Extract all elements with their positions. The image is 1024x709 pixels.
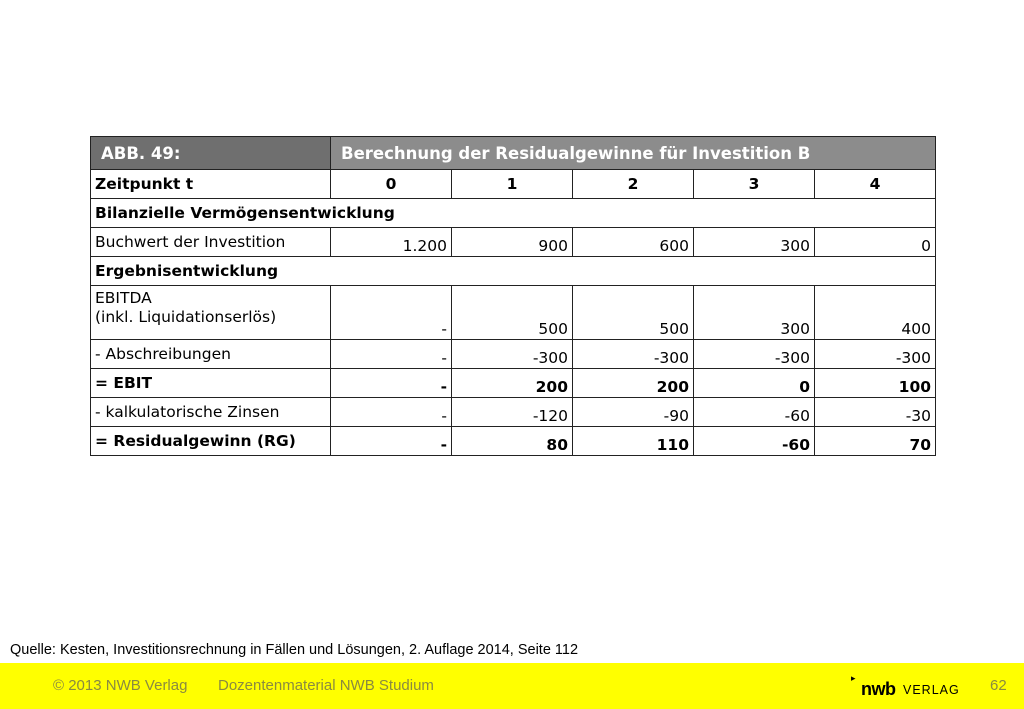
cell-value: -30 xyxy=(815,398,936,427)
page-number: 62 xyxy=(990,677,1007,694)
section-row-result xyxy=(91,257,936,286)
row-label: = EBIT xyxy=(91,369,331,398)
period-0: 0 xyxy=(331,170,452,199)
cell-value: 300 xyxy=(694,286,815,340)
footer-course: Dozentenmaterial NWB Studium xyxy=(218,677,434,694)
cell-value: - xyxy=(331,369,452,398)
source-citation: Quelle: Kesten, Investitionsrechnung in Fällen und Lösungen, 2. Auflage 2014, Seite 112 xyxy=(10,642,579,658)
cell-value: -90 xyxy=(573,398,694,427)
cell-value: - xyxy=(331,286,452,340)
cell-value: 400 xyxy=(815,286,936,340)
period-2: 2 xyxy=(573,170,694,199)
table-row-buchwert xyxy=(91,228,936,257)
footer-copyright: © 2013 NWB Verlag xyxy=(53,677,188,694)
cell-value: -300 xyxy=(452,340,573,369)
cell-value: 500 xyxy=(573,286,694,340)
cell-value: - xyxy=(331,340,452,369)
cell-value: 110 xyxy=(573,427,694,456)
logo-arrow-icon: ▸ xyxy=(851,673,856,683)
period-header-row xyxy=(91,170,936,199)
section-row-balance xyxy=(91,199,936,228)
cell-value: - xyxy=(331,427,452,456)
cell-value: 200 xyxy=(452,369,573,398)
row-label: - Abschreibungen xyxy=(91,340,331,369)
cell-value: 100 xyxy=(815,369,936,398)
period-1: 1 xyxy=(452,170,573,199)
residual-profit-table xyxy=(90,136,936,456)
period-header-label: Zeitpunkt t xyxy=(91,170,331,199)
cell-value: - xyxy=(331,398,452,427)
section-result-label: Ergebnisentwicklung xyxy=(91,257,936,286)
table-row-ebit xyxy=(91,369,936,398)
row-label-line-2: (inkl. Liquidationserlös) xyxy=(95,308,277,326)
section-balance-label: Bilanzielle Vermögensentwicklung xyxy=(91,199,936,228)
cell-value: 600 xyxy=(573,228,694,257)
period-3: 3 xyxy=(694,170,815,199)
row-label: - kalkulatorische Zinsen xyxy=(91,398,331,427)
figure-number: ABB. 49: xyxy=(91,137,331,170)
table-row-residualgewinn xyxy=(91,427,936,456)
cell-value: 0 xyxy=(815,228,936,257)
cell-value: -60 xyxy=(694,398,815,427)
cell-value: 0 xyxy=(694,369,815,398)
row-label: = Residualgewinn (RG) xyxy=(91,427,331,456)
cell-value: 70 xyxy=(815,427,936,456)
row-label xyxy=(91,286,331,340)
cell-value: -300 xyxy=(815,340,936,369)
logo-verlag-text: VERLAG xyxy=(903,683,960,697)
logo-nwb-text: nwb xyxy=(861,679,896,699)
figure-header-row xyxy=(91,137,936,170)
row-label: Buchwert der Investition xyxy=(91,228,331,257)
table-row-abschreibungen xyxy=(91,340,936,369)
cell-value: 500 xyxy=(452,286,573,340)
cell-value: 900 xyxy=(452,228,573,257)
cell-value: 300 xyxy=(694,228,815,257)
cell-value: -300 xyxy=(573,340,694,369)
footer-bar xyxy=(0,663,1024,709)
figure-title: Berechnung der Residualgewinne für Investition B xyxy=(331,137,936,170)
table-row-ebitda xyxy=(91,286,936,340)
cell-value: -300 xyxy=(694,340,815,369)
cell-value: 80 xyxy=(452,427,573,456)
cell-value: -60 xyxy=(694,427,815,456)
cell-value: -120 xyxy=(452,398,573,427)
cell-value: 1.200 xyxy=(331,228,452,257)
figure-table-container xyxy=(90,136,935,456)
row-label-line-1: EBITDA xyxy=(95,289,152,307)
table-row-zinsen xyxy=(91,398,936,427)
cell-value: 200 xyxy=(573,369,694,398)
period-4: 4 xyxy=(815,170,936,199)
